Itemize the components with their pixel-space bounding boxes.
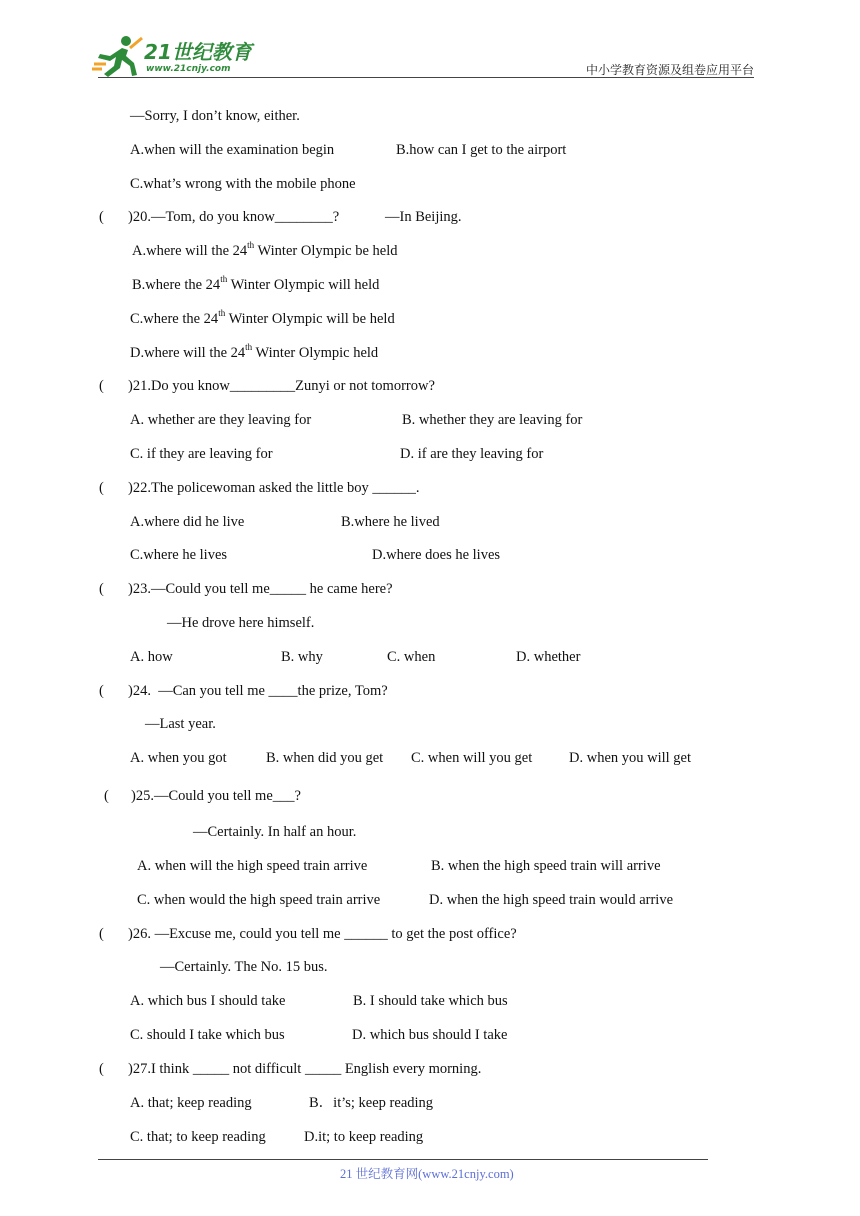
q21-option-a: A. whether are they leaving for bbox=[130, 412, 312, 428]
question-20-reply: —In Beijing. bbox=[385, 209, 462, 225]
q26-option-c: C. should I take which bus bbox=[130, 1027, 285, 1043]
q20-option-d: D.where will the 24th Winter Olympic held bbox=[130, 342, 379, 361]
q21-option-b: B. whether they are leaving for bbox=[402, 412, 583, 428]
question-paren: ( bbox=[99, 480, 104, 496]
q25-option-d: D. when the high speed train would arrive bbox=[429, 892, 674, 908]
q25-option-a: A. when will the high speed train arrive bbox=[137, 858, 368, 874]
option-b: B.how can I get to the airport bbox=[396, 142, 567, 158]
runner-logo-icon bbox=[92, 34, 144, 78]
question-21: )21.Do you know_________Zunyi or not tomorrow? bbox=[128, 378, 435, 394]
question-paren: ( bbox=[99, 926, 104, 942]
question-25-reply: —Certainly. In half an hour. bbox=[193, 824, 357, 840]
q20-option-c: C.where the 24th Winter Olympic will be held bbox=[130, 308, 395, 327]
option-a: A.when will the examination begin bbox=[130, 142, 335, 158]
q24-option-c: C. when will you get bbox=[411, 750, 533, 766]
q26-option-d: D. which bus should I take bbox=[352, 1027, 508, 1043]
question-paren: ( bbox=[99, 581, 104, 597]
q23-option-a: A. how bbox=[130, 649, 173, 665]
question-23: )23.—Could you tell me_____ he came here? bbox=[128, 581, 393, 597]
q27-option-d: D.it; to keep reading bbox=[304, 1129, 424, 1145]
q23-option-b: B. why bbox=[281, 649, 323, 665]
question-paren: ( bbox=[104, 788, 109, 804]
header-platform-name: 中小学教育资源及组卷应用平台 bbox=[585, 63, 754, 77]
q21-option-c: C. if they are leaving for bbox=[130, 446, 273, 462]
question-26-reply: —Certainly. The No. 15 bus. bbox=[160, 959, 328, 975]
option-c: C.what’s wrong with the mobile phone bbox=[130, 176, 356, 192]
question-20: )20.—Tom, do you know________? bbox=[128, 209, 340, 225]
q22-option-c: C.where he lives bbox=[130, 547, 228, 563]
q22-option-a: A.where did he live bbox=[130, 514, 245, 530]
footer-divider bbox=[98, 1159, 708, 1160]
question-paren: ( bbox=[99, 1061, 104, 1077]
site-logo bbox=[92, 34, 262, 78]
q21-option-d: D. if are they leaving for bbox=[400, 446, 544, 462]
question-27: )27.I think _____ not difficult _____ English every morning. bbox=[128, 1061, 482, 1077]
q27-option-a: A. that; keep reading bbox=[130, 1095, 252, 1111]
logo-url: www.21cnjy.com bbox=[146, 64, 231, 74]
question-paren: ( bbox=[99, 683, 104, 699]
answer-line: —Sorry, I don’t know, either. bbox=[130, 108, 300, 124]
q24-option-b: B. when did you get bbox=[266, 750, 384, 766]
question-25: )25.—Could you tell me___? bbox=[131, 788, 301, 804]
q23-option-d: D. whether bbox=[516, 649, 581, 665]
question-paren: ( bbox=[99, 209, 104, 225]
header-divider bbox=[98, 77, 754, 78]
question-paren: ( bbox=[99, 378, 104, 394]
q24-option-d: D. when you will get bbox=[569, 750, 692, 766]
q27-option-b: B．it’s; keep reading bbox=[309, 1095, 434, 1111]
question-26: )26. —Excuse me, could you tell me ______ to get the post office? bbox=[128, 926, 517, 942]
q22-option-b: B.where he lived bbox=[341, 514, 440, 530]
q22-option-d: D.where does he lives bbox=[372, 547, 501, 563]
q23-option-c: C. when bbox=[387, 649, 436, 665]
q20-option-b: B.where the 24th Winter Olympic will held bbox=[132, 274, 380, 293]
page-header bbox=[0, 0, 860, 80]
q26-option-a: A. which bus I should take bbox=[130, 993, 286, 1009]
footer-site-link[interactable]: 21 世纪教育网(www.21cnjy.com) bbox=[340, 1167, 514, 1181]
question-24: )24. —Can you tell me ____the prize, Tom? bbox=[128, 683, 388, 699]
question-23-reply: —He drove here himself. bbox=[167, 615, 315, 631]
q25-option-c: C. when would the high speed train arrive bbox=[137, 892, 381, 908]
q20-option-a: A.where will the 24th Winter Olympic be held bbox=[132, 240, 398, 259]
logo-text: 21世纪教育 bbox=[144, 40, 252, 64]
q24-option-a: A. when you got bbox=[130, 750, 227, 766]
q27-option-c: C. that; to keep reading bbox=[130, 1129, 266, 1145]
question-24-reply: —Last year. bbox=[145, 716, 216, 732]
q25-option-b: B. when the high speed train will arrive bbox=[431, 858, 661, 874]
q26-option-b: B. I should take which bus bbox=[353, 993, 508, 1009]
question-22: )22.The policewoman asked the little boy ______. bbox=[128, 480, 420, 496]
